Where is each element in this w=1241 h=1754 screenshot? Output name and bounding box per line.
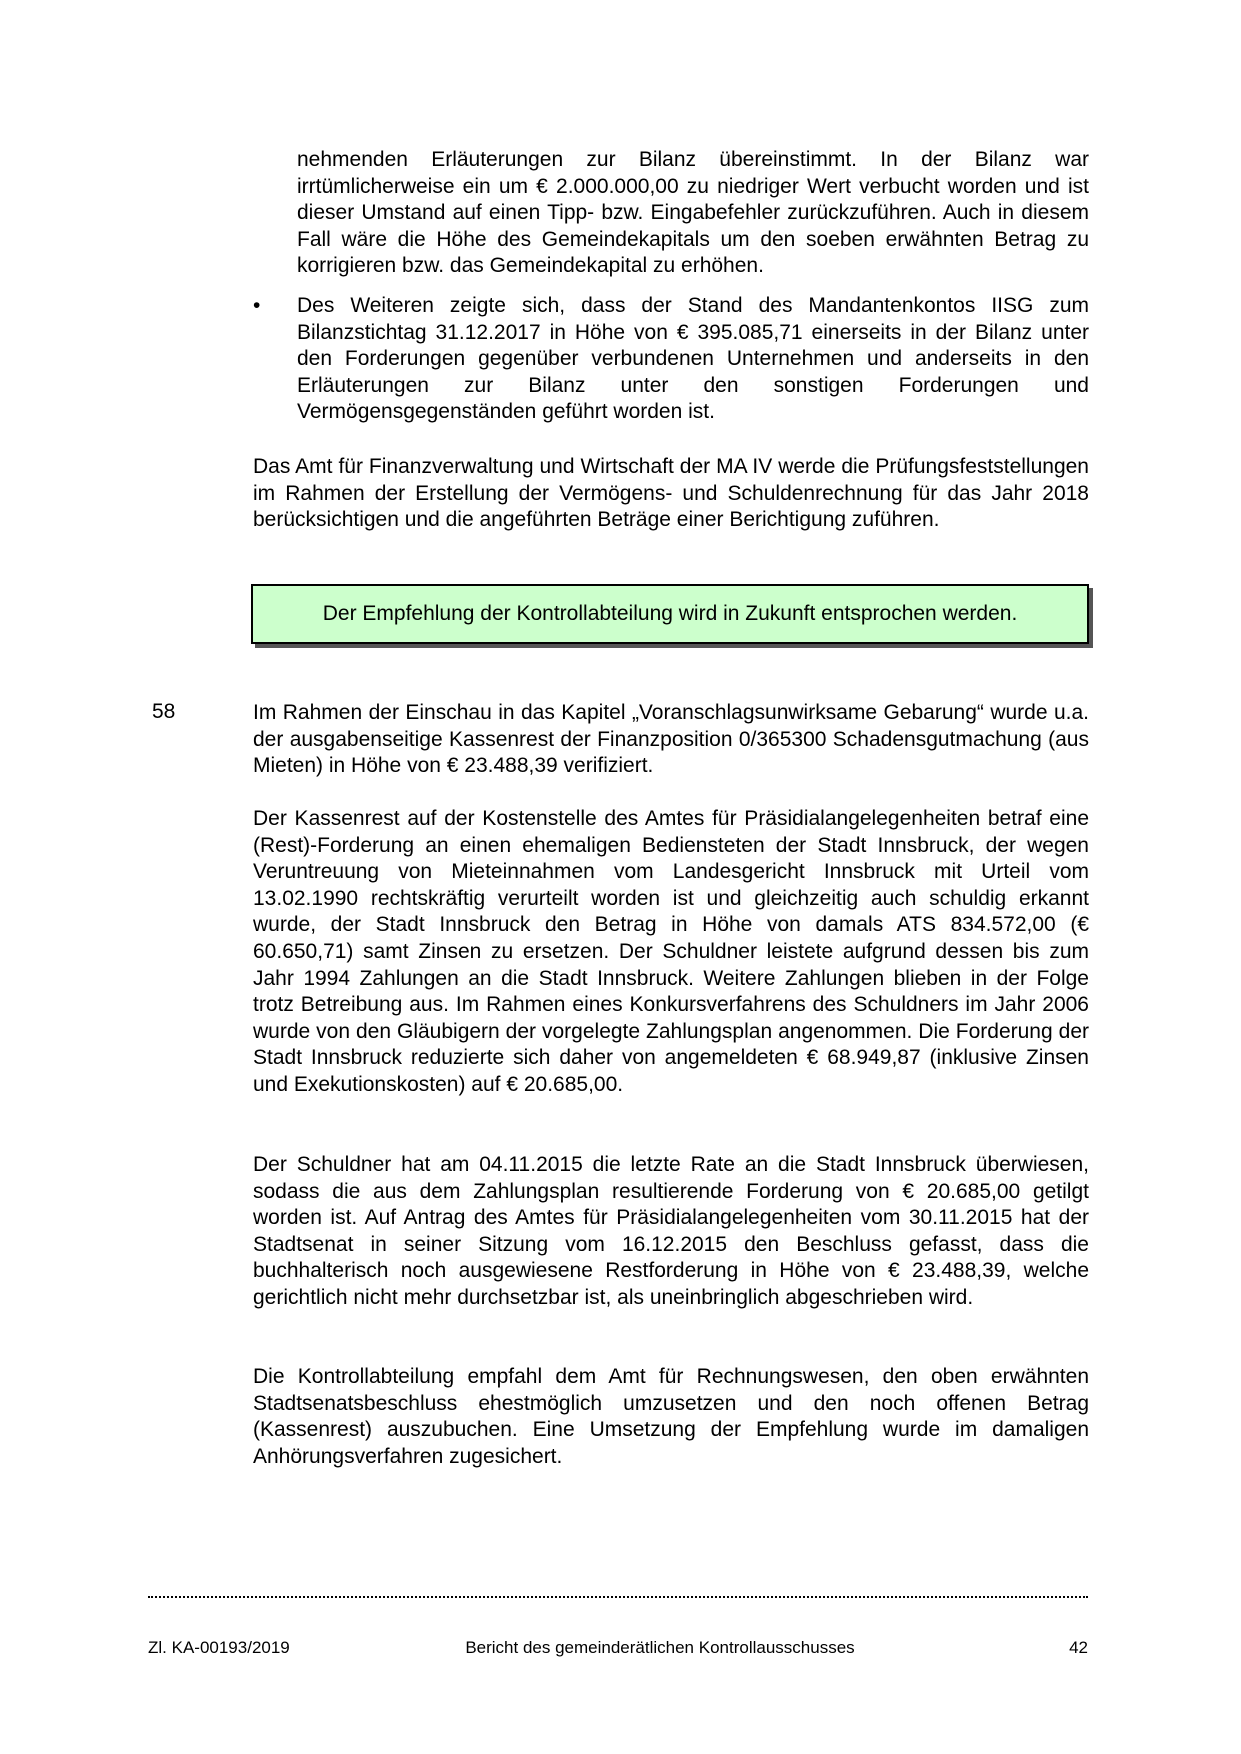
- recommendation-box: [251, 584, 1089, 644]
- footer-reference: Zl. KA-00193/2019: [148, 1638, 290, 1657]
- recommendation-text: Der Empfehlung der Kontrollabteilung wird in Zukunft entsprochen werden.: [322, 602, 1018, 625]
- footer-title: Bericht des gemeinderätlichen Kontrollausschusses: [465, 1638, 855, 1657]
- intro-paragraph: nehmenden Erläuterungen zur Bilanz übereinstimmt. In der Bilanz war irrtümlicherweise ein um € 2.000.000,00 zu niedriger Wert verbucht worden und ist dieser Umstand auf einen Tipp- bzw. Eingabefehler zurückzuführen. Auch in diesem Fall wäre die Höhe des Gemeindekapitals um den soeben erwähnten Betrag zu korrigieren bzw. das Gemeindekapital zu erhöhen.: [297, 148, 1089, 278]
- bullet-paragraph: Des Weiteren zeigte sich, dass der Stand des Mandantenkontos IISG zum Bilanzstichtag 31.12.2017 in Höhe von € 395.085,71 einerseits in der Bilanz unter den Forderungen gegenüber verbundenen Unternehmen und anderseits in den Erläuterungen zur Bilanz unter den sonstigen Forderungen und Vermögensgegenständen geführt worden ist.: [297, 294, 1089, 424]
- section-paragraph-3: Der Schuldner hat am 04.11.2015 die letzte Rate an die Stadt Innsbruck überwiesen, sodass die aus dem Zahlungsplan resultierende Forderung von € 20.685,00 getilgt worden ist. Auf Antrag des Amtes für Präsidialangelegenheiten vom 30.11.2015 hat der Stadtsenat in seiner Sitzung vom 16.12.2015 den Beschluss gefasst, dass die buchhalterisch noch ausgewiesene Restforderung in Höhe von € 23.488,39, welche gerichtlich nicht mehr durchsetzbar ist, als uneinbringlich abgeschrieben wird.: [253, 1153, 1089, 1309]
- section-paragraph-1: Im Rahmen der Einschau in das Kapitel „Voranschlagsunwirksame Gebarung“ wurde u.a. der ausgabenseitige Kassenrest der Finanzposition 0/365300 Schadensgutmachung (aus Mieten) in Höhe von € 23.488,39 verifiziert.: [253, 701, 1089, 778]
- section-paragraph-4: Die Kontrollabteilung empfahl dem Amt für Rechnungswesen, den oben erwähnten Stadtsenatsbeschluss ehestmöglich umzusetzen und den noch offenen Betrag (Kassenrest) auszubuchen. Eine Umsetzung der Empfehlung wurde im damaligen Anhörungsverfahren zugesichert.: [253, 1365, 1089, 1468]
- amt-paragraph: Das Amt für Finanzverwaltung und Wirtschaft der MA IV werde die Prüfungsfeststellungen im Rahmen der Erstellung der Vermögens- und Schuldenrechnung für das Jahr 2018 berücksichtigen und die angeführten Beträge einer Berichtigung zuführen.: [253, 455, 1089, 532]
- section-number: 58: [152, 700, 176, 723]
- section-paragraph-2: Der Kassenrest auf der Kostenstelle des Amtes für Präsidialangelegenheiten betraf eine (Rest)-Forderung an einen ehemaligen Bediensteten der Stadt Innsbruck, der wegen Veruntreuung von Mieteinnahmen vom Landesgericht Innsbruck mit Urteil vom 13.02.1990 rechtskräftig verurteilt worden ist und gleichzeitig auch schuldig erkannt wurde, der Stadt Innsbruck den Betrag in Höhe von damals ATS 834.572,00 (€ 60.650,71) samt Zinsen zu ersetzen. Der Schuldner leistete aufgrund dessen bis zum Jahr 1994 Zahlungen an die Stadt Innsbruck. Weitere Zahlungen blieben in der Folge trotz Betreibung aus. Im Rahmen eines Konkursverfahrens des Schuldners im Jahr 2006 wurde von den Gläubigern der vorgelegte Zahlungsplan angenommen. Die Forderung der Stadt Innsbruck reduzierte sich daher von angemeldeten € 68.949,87 (inklusive Zinsen und Exekutionskosten) auf € 20.685,00.: [253, 807, 1089, 1096]
- bullet-marker: •: [253, 294, 261, 317]
- footer-divider: [148, 1596, 1088, 1598]
- footer-page-number: 42: [1069, 1638, 1088, 1657]
